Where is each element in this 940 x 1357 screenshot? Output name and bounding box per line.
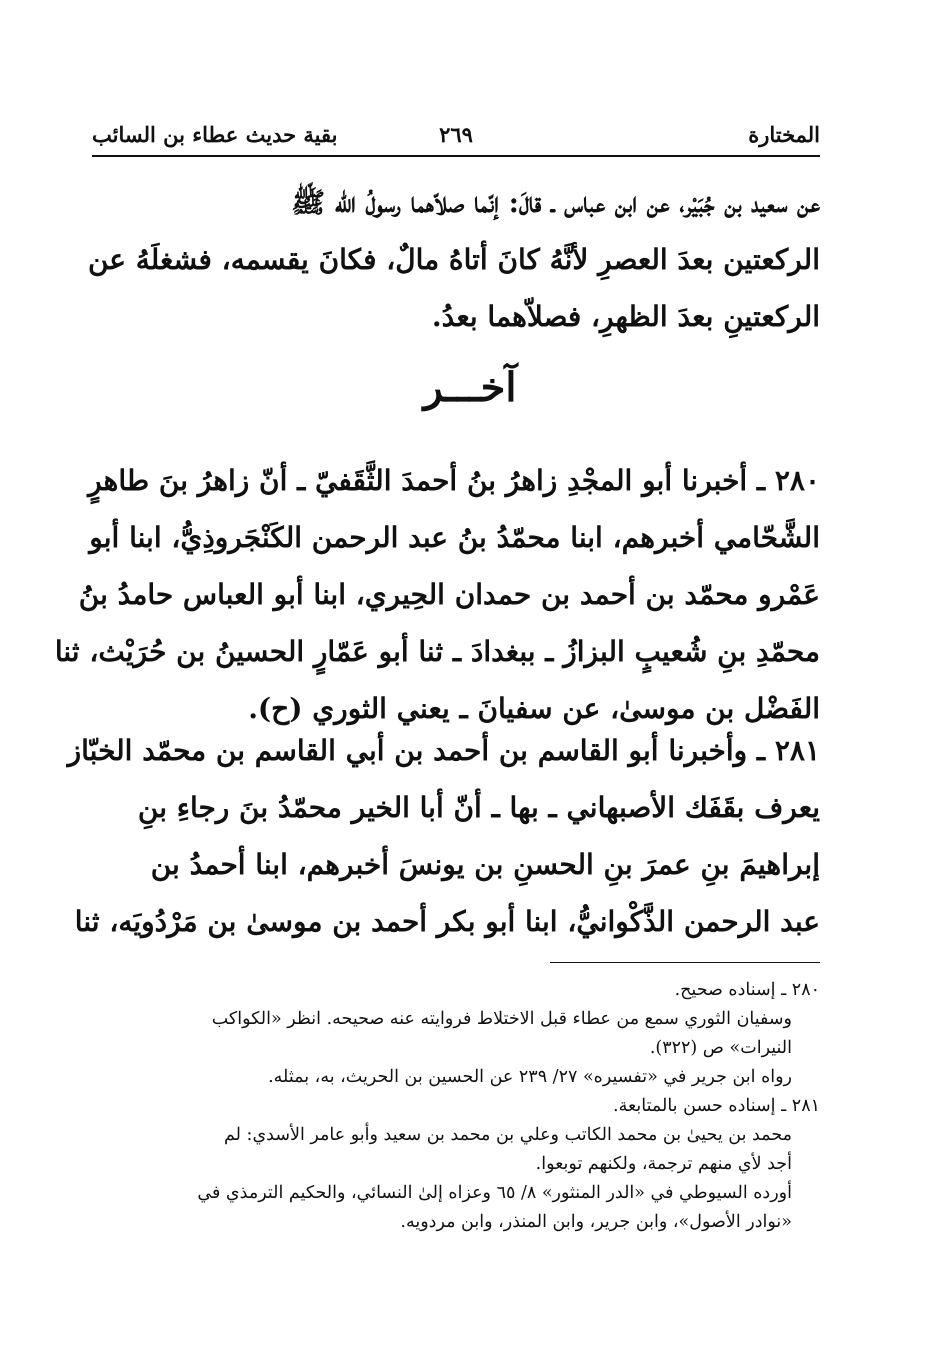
- section-heading: آخـــر: [423, 364, 517, 411]
- footnote-280-line: وسفيان الثوري سمع من عطاء قبل الاختلاط فروايته عنه صحيحه. انظر «الكواكب: [211, 1009, 792, 1029]
- hadith-280-paragraph: [54, 452, 820, 737]
- footnote-281-line: «نوادر الأصول»، وابن جرير، وابن المنذر، وابن مردويه.: [400, 1212, 792, 1232]
- footnote-divider: [550, 962, 820, 963]
- footnote-281-heading: ٢٨١ ـ إسناده حسن بالمتابعة.: [613, 1096, 820, 1116]
- footnote-281-line: أجد لأي منهم ترجمة، ولكنهم توبعوا.: [535, 1154, 792, 1174]
- hadith-281-paragraph: [67, 722, 820, 950]
- footnotes: [96, 976, 820, 1237]
- text-line: محمّدِ بنِ شُعيبٍ البزازُ ـ ببغدادَ ـ ثنا أبو عَمّارٍ الحسينُ بن حُرَيْث، ثنا: [54, 635, 820, 668]
- text-line: عن سعيد بن جُبَيْر، عن ابن عباس ـ قالَ: إنّما صلاّهما رسولُ اللّه ﷺ: [291, 186, 820, 219]
- footnote-280-line: النيرات» ص (٣٢٢).: [649, 1038, 792, 1058]
- text-line: عَمْرو محمّد بن أحمد بن حمدان الحِيري، ابنا أبو العباس حامدُ بنُ: [78, 578, 820, 611]
- text-line: الفَضْل بن موسىٰ، عن سفيانَ ـ يعني الثوري (ح).: [248, 692, 820, 725]
- book-title: المختارة: [748, 122, 820, 147]
- text-line: ٢٨٠ ـ أخبرنا أبو المجْدِ زاهرُ بنُ أحمدَ الثَّقَفيّ ـ أنّ زاهرُ بنَ طاهرٍ: [88, 464, 820, 497]
- text-line: ٢٨١ ـ وأخبرنا أبو القاسم بن أحمد بن أبي القاسم بن محمّد الخبّاز: [67, 734, 820, 767]
- text-line: عبد الرحمن الذَّكْوانيُّ، ابنا أبو بكر أحمد بن موسىٰ بن مَرْدُويَه، ثنا: [74, 905, 820, 938]
- text-line: يعرف بقَفَك الأصبهاني ـ بها ـ أنّ أبا الخير محمّدُ بنَ رجاءِ بنِ: [137, 791, 820, 824]
- text-line: الركعتينِ بعدَ الظهرِ، فصلاّهما بعدُ.: [431, 300, 820, 333]
- footnote-280-line: رواه ابن جرير في «تفسيره» ٢٧/ ٢٣٩ عن الحسين بن الحريث، به، بمثله.: [268, 1067, 792, 1087]
- footnote-280-heading: ٢٨٠ ـ إسناده صحيح.: [674, 980, 820, 1000]
- footnote-281-line: أورده السيوطي في «الدر المنثور» ٨/ ٦٥ وعزاه إلىٰ النسائي، والحكيم الترمذي في: [197, 1183, 792, 1203]
- footnote-281-line: محمد بن يحيىٰ بن محمد الكاتب وعلي بن محمد بن سعيد وأبو عامر الأسدي: لم: [224, 1125, 792, 1145]
- header-divider: [92, 155, 820, 157]
- chapter-title: بقية حديث عطاء بن السائب: [92, 122, 338, 147]
- text-line: إبراهيمَ بنِ عمرَ بنِ الحسنِ بن يونسَ أخبرهم، ابنا أحمدُ بن: [150, 848, 820, 881]
- intro-paragraph: [87, 174, 820, 345]
- text-line: الشَّحّامي أخبرهم، ابنا محمّدُ بنُ عبد الرحمن الكَنْجَروذِيُّ، ابنا أبو: [89, 521, 820, 554]
- text-line: الركعتين بعدَ العصرِ لأنَّهُ كانَ أتاهُ مالٌ، فكانَ يقسمه، فشغلَهُ عن: [87, 243, 820, 276]
- running-header: [92, 118, 820, 152]
- page-number: ٢٦٩: [439, 122, 473, 147]
